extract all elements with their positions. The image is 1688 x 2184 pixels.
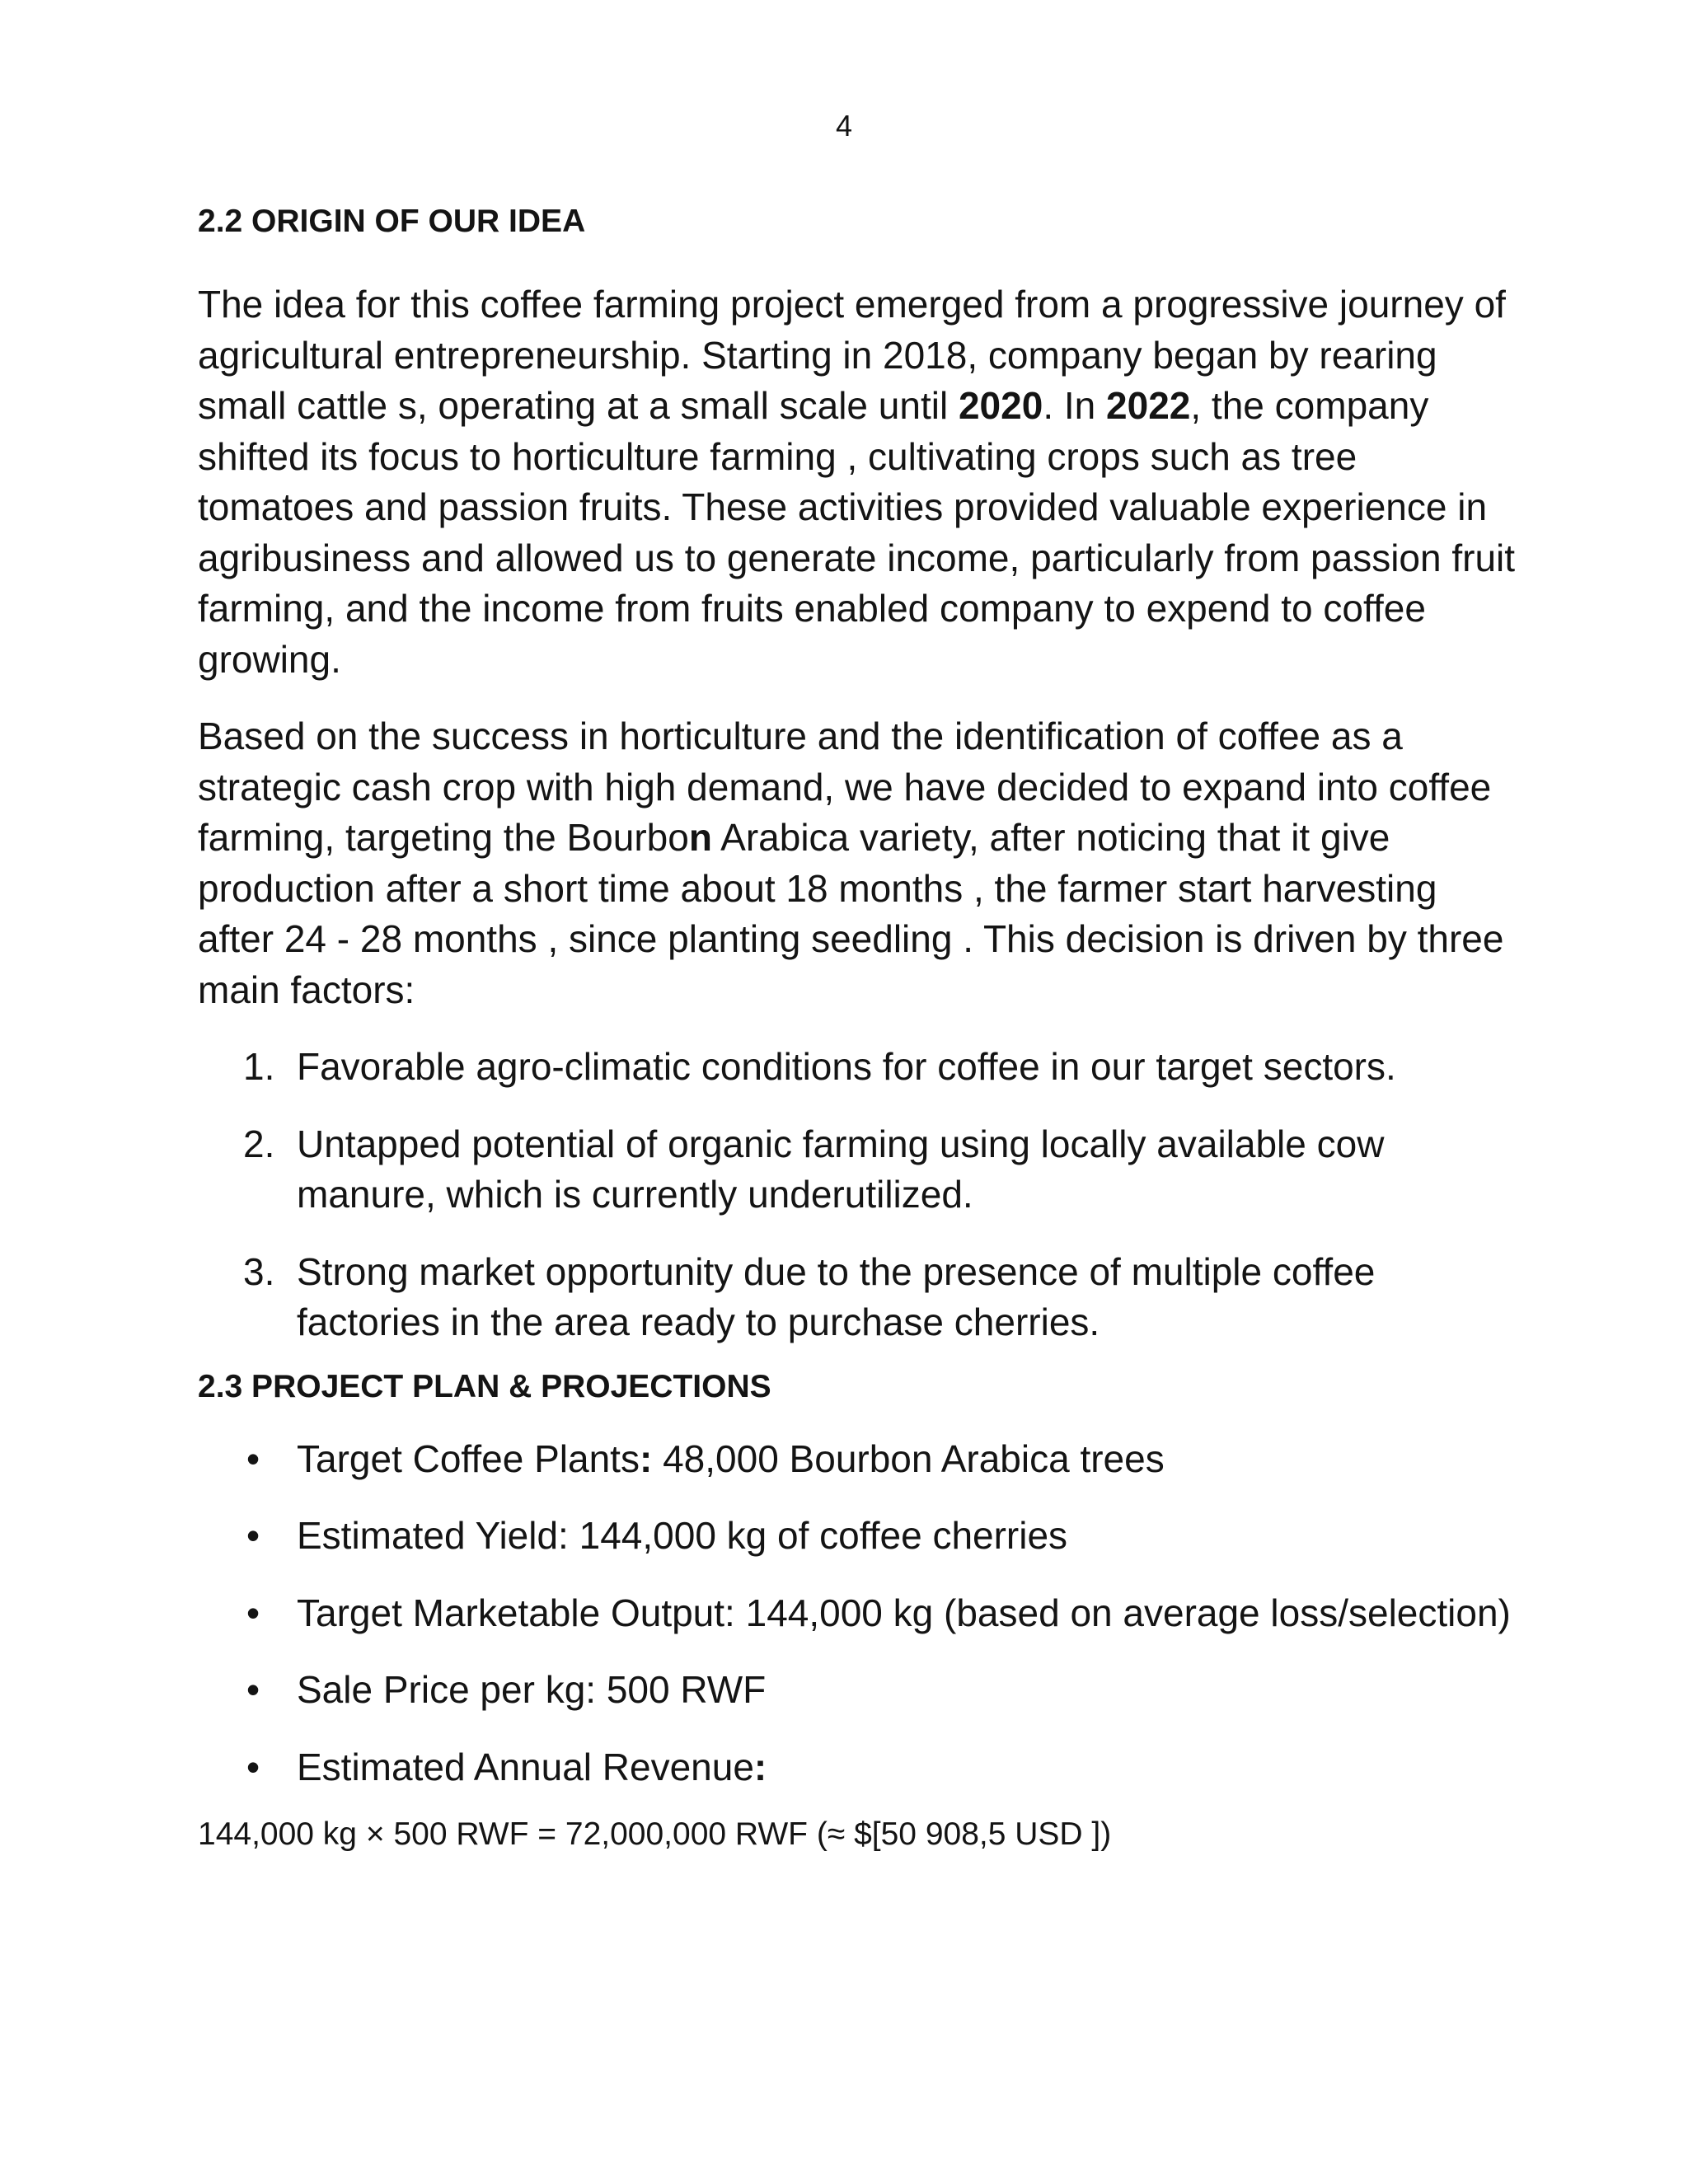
paragraph-origin-history — [198, 279, 1517, 685]
text-run: The idea for this coffee farming project emerged from a progressive journey of agricultural entrepreneurship. Starting in 2018, company began by rearing small cattle s, operating at a small scale until — [198, 283, 1506, 427]
bold-letter: n — [688, 816, 712, 859]
page-number: 4 — [835, 109, 853, 143]
bullet-icon: • — [246, 1514, 260, 1557]
list-item-label: Estimated Annual Revenue — [297, 1745, 754, 1788]
list-item — [198, 1742, 1517, 1793]
text-run: Based on the success in horticulture and the identification of coffee as a strategic cash crop with high demand, we have decided to expand into coffee farming, targeting the Bourbo — [198, 715, 1492, 859]
bullet-icon: • — [246, 1436, 260, 1480]
list-item-value: 48,000 Bourbon Arabica trees — [652, 1436, 1165, 1480]
bold-year-2020: 2020 — [958, 384, 1043, 427]
list-item — [198, 1247, 1517, 1348]
list-item — [198, 1042, 1517, 1093]
list-item — [198, 1119, 1517, 1221]
revenue-calculation: 144,000 kg × 500 RWF = 72,000,000 RWF (≈ $[50 908,5 USD ]) — [198, 1816, 1112, 1852]
list-item-colon: : — [639, 1436, 653, 1480]
section-heading-origin: 2.2 ORIGIN OF OUR IDEA — [198, 204, 586, 239]
list-item-label: Target Marketable Output: 144,000 kg (based on average loss/selection) — [297, 1591, 1511, 1634]
text-run: , the company shifted its focus to horticulture farming , cultivating crops such as tree tomatoes and passion fruits. These activities provided valuable experience in agribusiness and allowed us to generate income, particularly from passion fruit farming, and the income from fruits enabled company to expend to coffee growing. — [198, 384, 1516, 681]
page-content — [198, 201, 1517, 1855]
list-item-text: Favorable agro-climatic conditions for coffee in our target sectors. — [297, 1045, 1396, 1088]
list-item-label: Sale Price per kg: 500 RWF — [297, 1668, 767, 1711]
projections-list — [198, 1434, 1517, 1793]
list-number: 2. — [243, 1122, 275, 1165]
list-item — [198, 1665, 1517, 1716]
factors-list — [198, 1042, 1517, 1348]
bullet-icon: • — [246, 1591, 260, 1634]
list-item — [198, 1511, 1517, 1562]
section-heading-plan: 2.3 PROJECT PLAN & PROJECTIONS — [198, 1368, 771, 1404]
list-item — [198, 1434, 1517, 1485]
bullet-icon: • — [246, 1745, 260, 1788]
list-item-text: Untapped potential of organic farming using locally available cow manure, which is currently underutilized. — [297, 1122, 1385, 1216]
list-item-label: Target Coffee Plants — [297, 1436, 640, 1480]
list-item-label: Estimated Yield: 144,000 kg of coffee cherries — [297, 1514, 1068, 1557]
list-item — [198, 1588, 1517, 1639]
list-item-text: Strong market opportunity due to the presence of multiple coffee factories in the area ready to purchase cherries. — [297, 1249, 1376, 1343]
paragraph-origin-decision — [198, 711, 1517, 1015]
bold-year-2022: 2022 — [1106, 384, 1191, 427]
list-item-colon: : — [753, 1745, 767, 1788]
text-run: . In — [1043, 384, 1107, 427]
text-run: Arabica variety, after noticing that it give production after a short time about 18 months , the farmer start harvesting after 24 - 28 months , since planting seedling . This decision is driven by three main factors: — [198, 816, 1504, 1011]
bullet-icon: • — [246, 1668, 260, 1711]
list-number: 1. — [243, 1045, 275, 1088]
list-number: 3. — [243, 1249, 275, 1293]
